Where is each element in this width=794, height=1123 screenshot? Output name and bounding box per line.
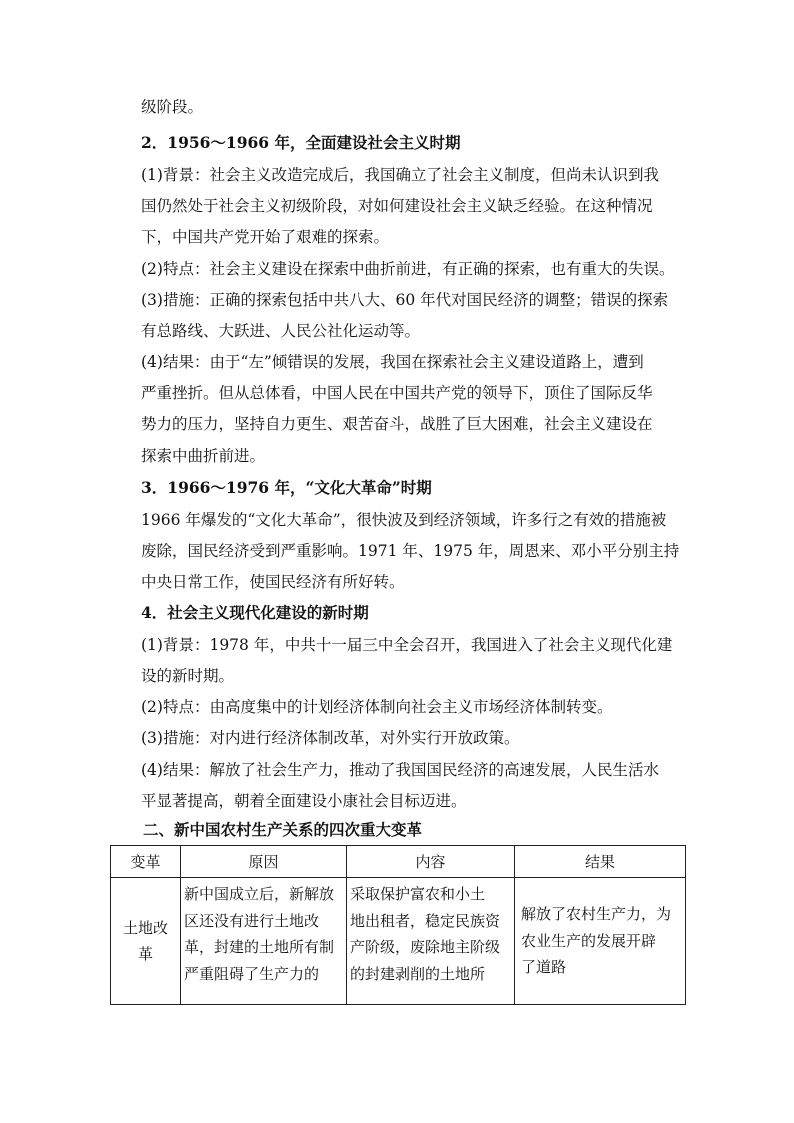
paragraph-line: 下，中国共产党开始了艰难的探索。	[141, 228, 390, 246]
paragraph-line: (3)措施：对内进行经济体制改革，对外实行开放政策。	[141, 729, 520, 747]
paragraph-line: (2)特点：由高度集中的计划经济体制向社会主义市场经济体制转变。	[141, 698, 613, 716]
paragraph-line: 1966 年爆发的“文化大革命”，很快波及到经济领域，许多行之有效的措施被	[141, 511, 667, 529]
paragraph-line: (2)特点：社会主义建设在探索中曲折前进，有正确的探索，也有重大的失误。	[141, 260, 675, 278]
cell-line: 土地改	[122, 918, 168, 937]
header-cause: 原因	[181, 846, 347, 878]
paragraph-line: 中央日常工作，使国民经济有所好转。	[141, 573, 405, 591]
paragraph-line: (1)背景：社会主义改造完成后，我国确立了社会主义制度，但尚未认识到我	[141, 166, 659, 184]
cell-line: 革，封建的土地所有制	[184, 938, 335, 956]
section-heading: 4．社会主义现代化建设的新时期	[141, 603, 369, 622]
reform-table	[110, 845, 686, 1005]
table-header-row	[111, 846, 686, 878]
cell-line: 区还没有进行土地改	[184, 911, 320, 930]
paragraph-line: 严重挫折。但从总体看，中国人民在中国共产党的领导下，顶住了国际反华	[141, 384, 653, 402]
section-heading: 2．1956～1966 年，全面建设社会主义时期	[141, 133, 461, 152]
paragraph-line: 平显著提高，朝着全面建设小康社会目标迈进。	[141, 792, 467, 810]
cell-line: 解放了农村生产力，为	[521, 905, 672, 924]
cell-line: 采取保护富农和小土	[350, 885, 486, 903]
paragraph-line: 有总路线、大跃进、人民公社化运动等。	[141, 322, 421, 340]
header-result: 结果	[515, 846, 686, 878]
cell-cause	[181, 878, 347, 1005]
cell-line: 了道路	[521, 958, 567, 977]
paragraph-line: 废除，国民经济受到严重影响。1971 年、1975 年，周恩来、邓小平分别主持	[141, 542, 680, 560]
header-reform: 变革	[111, 846, 181, 878]
paragraph-line: (3)措施：正确的探索包括中共八大、60 年代对国民经济的调整；错误的探索	[141, 291, 669, 309]
paragraph-line: 探索中曲折前进。	[141, 447, 266, 465]
paragraph-line: (4)结果：解放了社会生产力，推动了我国国民经济的高速发展，人民生活水	[141, 761, 659, 779]
section-heading: 3．1966～1976 年，“文化大革命”时期	[141, 478, 432, 497]
paragraph-line: 国仍然处于社会主义初级阶段，对如何建设社会主义缺乏经验。在这种情况	[141, 197, 653, 215]
cell-line: 产阶级，废除地主阶级	[350, 938, 501, 956]
cell-line: 农业生产的发展开辟	[521, 931, 657, 950]
cell-content	[347, 878, 515, 1005]
table-row	[111, 878, 686, 1005]
cell-line: 的封建剥削的土地所	[350, 964, 486, 983]
header-content: 内容	[347, 846, 515, 878]
paragraph-line: 设的新时期。	[141, 667, 235, 685]
paragraph-line: 级阶段。	[141, 98, 204, 116]
section-heading: 二、新中国农村生产关系的四次重大变革	[143, 820, 423, 839]
cell-result	[515, 878, 686, 1005]
paragraph-line: (4)结果：由于“左”倾错误的发展，我国在探索社会主义建设道路上，遭到	[141, 353, 644, 371]
paragraph-line: 势力的压力，坚持自力更生、艰苦奋斗，战胜了巨大困难，社会主义建设在	[141, 415, 653, 433]
cell-line: 革	[137, 945, 153, 963]
paragraph-line: (1)背景：1978 年，中共十一届三中全会召开，我国进入了社会主义现代化建	[141, 636, 673, 654]
cell-line: 新中国成立后，新解放	[184, 885, 335, 903]
cell-line: 地出租者，稳定民族资	[350, 911, 501, 930]
cell-reform	[111, 878, 181, 1005]
cell-line: 严重阻碍了生产力的	[184, 964, 320, 983]
